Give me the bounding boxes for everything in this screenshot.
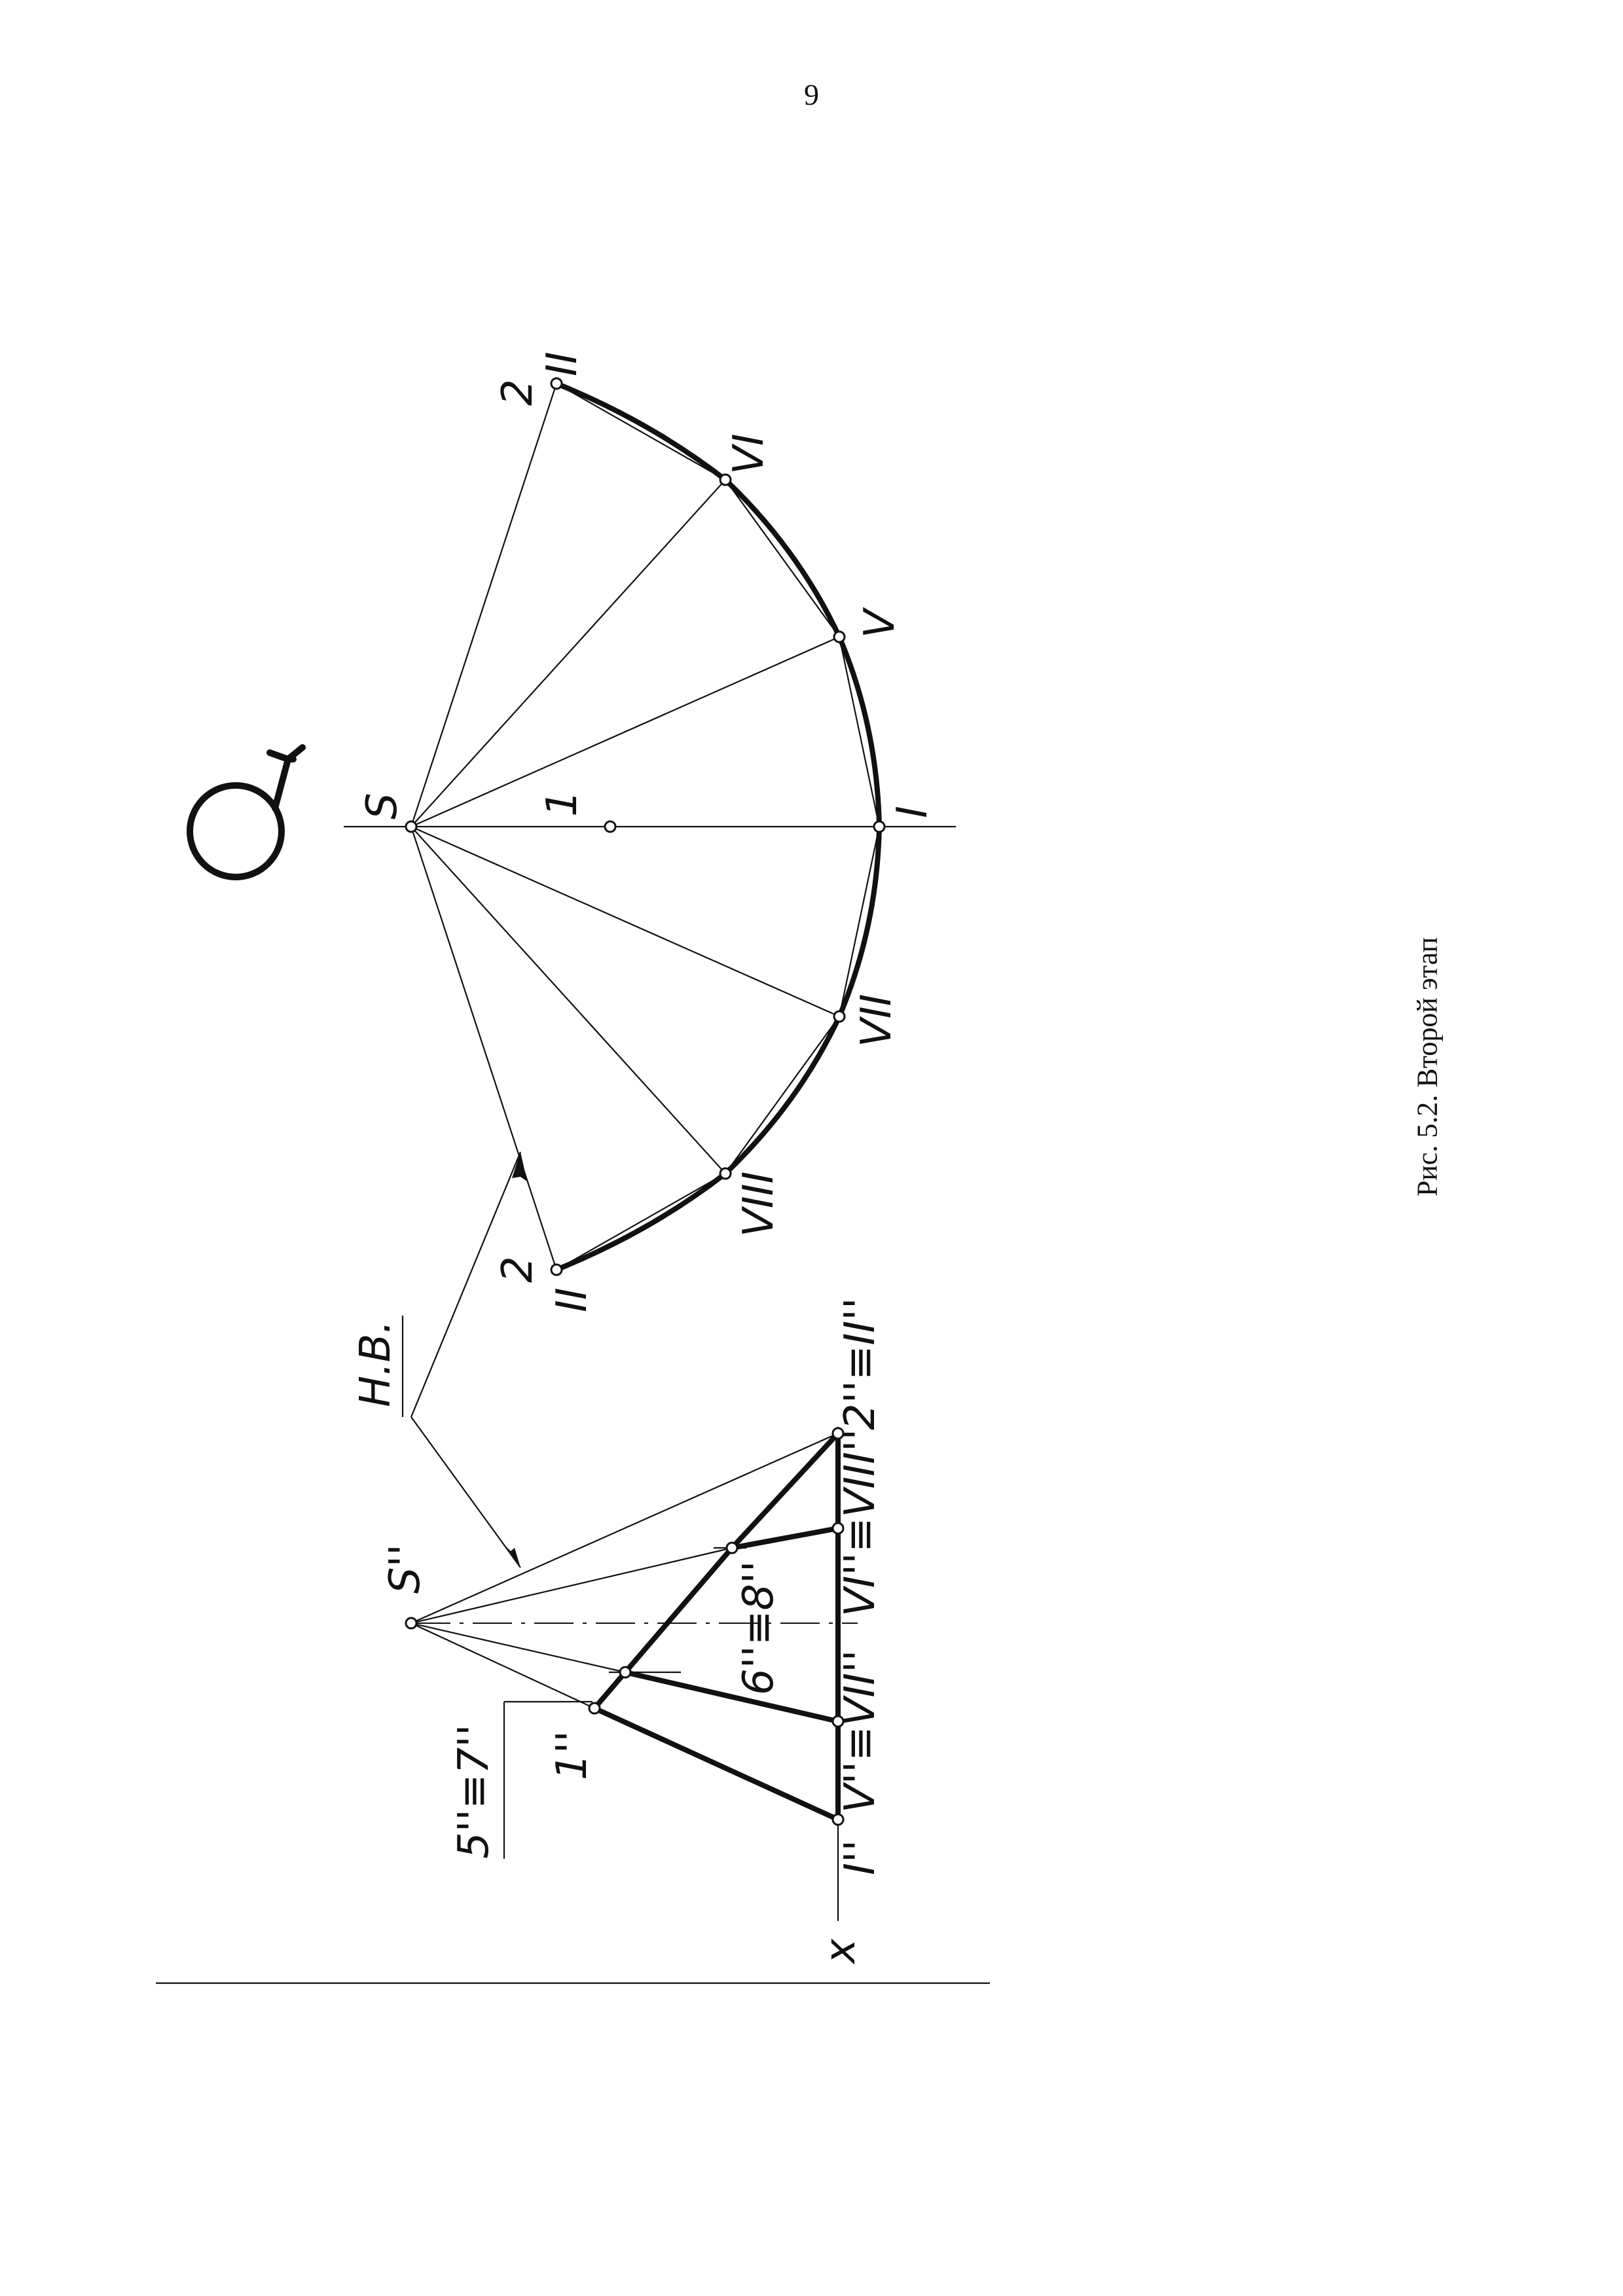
label-2-front: 2''≡II'': [836, 1297, 884, 1430]
label-I-front: I'': [836, 1839, 884, 1875]
line-s-5: [411, 1623, 625, 1672]
point-II-top: [551, 378, 562, 389]
label-2-bottom: 2: [494, 1256, 542, 1283]
ray-s-II-bottom: [411, 827, 556, 1270]
label-x: x: [816, 1939, 865, 1964]
label-VIII: VIII: [735, 1171, 783, 1237]
point-VIII: [720, 1168, 731, 1179]
line-s-1: [411, 1623, 594, 1708]
label-VI-front: VI''≡VIII'': [836, 1428, 884, 1617]
point-II-bottom: [551, 1265, 562, 1275]
section-outline: [594, 1433, 838, 1820]
ray-s-VII: [411, 827, 839, 1016]
ray-s-V: [411, 637, 839, 827]
point-1-front: [589, 1703, 600, 1713]
point-VII: [834, 1011, 845, 1022]
ray-s-VI: [411, 480, 725, 827]
point-V: [834, 632, 845, 642]
development-view: [344, 351, 956, 1312]
point-6-front: [727, 1543, 737, 1553]
label-1: 1: [538, 790, 587, 817]
section-line-5-V: [625, 1672, 838, 1721]
label-I: I: [888, 806, 937, 818]
point-I: [874, 821, 884, 832]
ray-s-II-top: [411, 384, 556, 827]
label-1-front: 1'': [548, 1731, 596, 1780]
frontal-projection: [381, 1298, 884, 1965]
figure-caption: Рис. 5.2. Второй этап: [1411, 937, 1444, 1197]
label-2-top: 2: [494, 379, 542, 406]
line-s-6: [411, 1548, 732, 1623]
label-nv: Н.В.: [352, 1320, 400, 1407]
true-size-leaders: [352, 1152, 527, 1568]
label-VI: VI: [725, 433, 773, 475]
point-VI: [720, 475, 731, 485]
rotation-arrow-icon: [190, 747, 302, 877]
label-5-front: 5''≡7'': [450, 1724, 498, 1859]
point-s: [406, 821, 416, 832]
label-V-front: V''≡VII'': [836, 1649, 884, 1813]
point-5-front: [620, 1667, 630, 1677]
point-s-front: [406, 1618, 416, 1628]
page-number: 9: [804, 78, 819, 111]
label-II-bottom: II: [548, 1287, 596, 1312]
label-6-front: 6''≡8'': [735, 1560, 783, 1695]
point-1: [605, 821, 615, 832]
point-I-front: [833, 1814, 843, 1825]
label-VII: VII: [852, 994, 901, 1047]
label-s: S: [358, 793, 407, 819]
ray-s-VIII: [411, 827, 725, 1174]
label-II-top: II: [538, 351, 587, 376]
label-V: V: [856, 609, 904, 638]
label-s-front: S'': [381, 1544, 429, 1594]
